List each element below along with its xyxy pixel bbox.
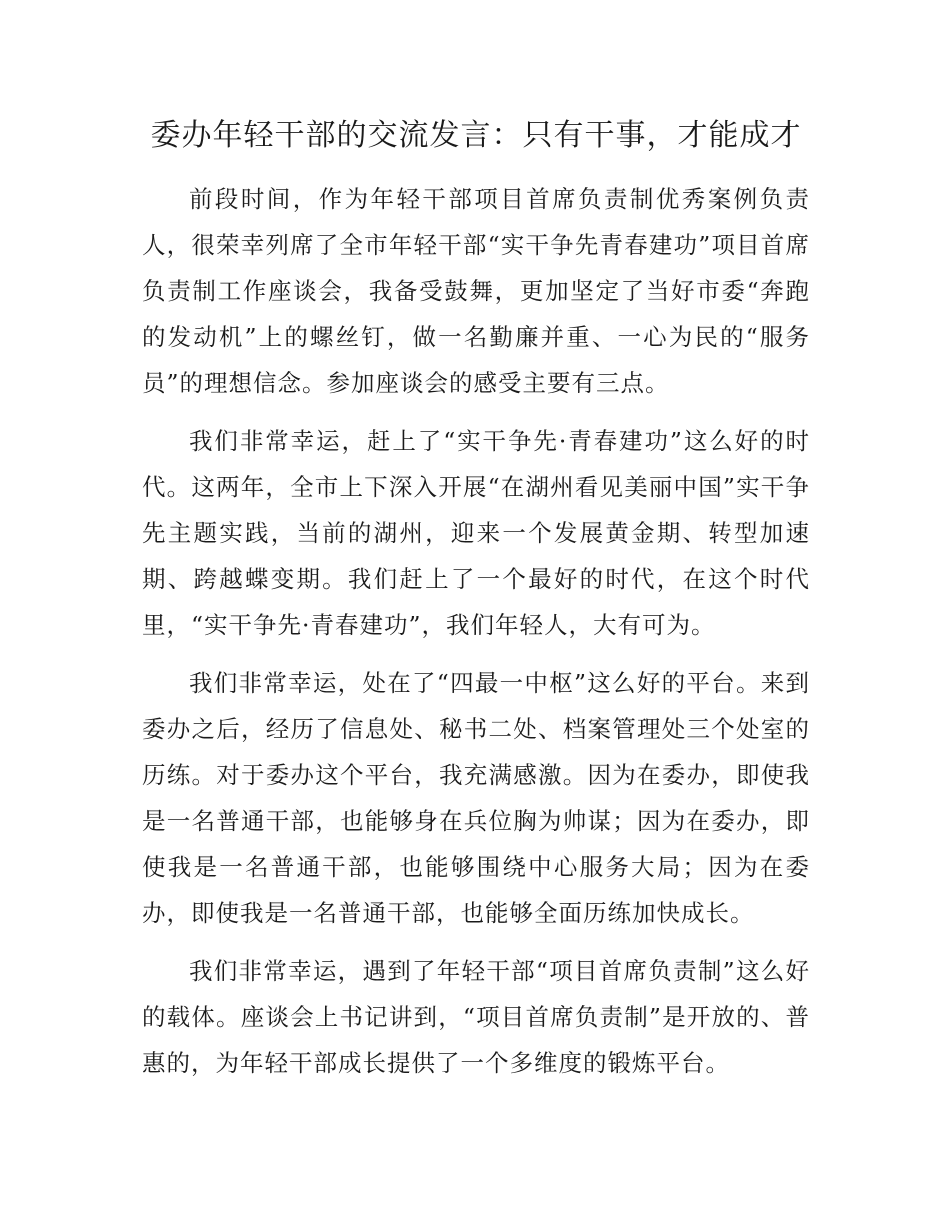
document-title: 委办年轻干部的交流发言：只有干事，才能成才 — [150, 118, 802, 153]
paragraph-4: 我们非常幸运，遇到了年轻干部“项目首席负责制”这么好的载体。座谈会上书记讲到，“项目首席负责制”是开放的、普惠的，为年轻干部成长提供了一个多维度的锻炼平台。 — [142, 957, 810, 1077]
paragraph-3: 我们非常幸运，处在了“四最一中枢”这么好的平台。来到委办之后，经历了信息处、秘书二处、档案管理处三个处室的历练。对于委办这个平台，我充满感激。因为在委办，即使我是一名普通干部，也能够身在兵位胸为帅谋；因为在委办，即使我是一名普通干部，也能够围绕中心服务大局；因为在委办，即使我是一名普通干部，也能够全面历练加快成长。 — [142, 669, 810, 927]
paragraph-2: 我们非常幸运，赶上了“实干争先·青春建功”这么好的时代。这两年，全市上下深入开展“在湖州看见美丽中国”实干争先主题实践，当前的湖州，迎来一个发展黄金期、转型加速期、跨越蝶变期。我们赶上了一个最好的时代，在这个时代里，“实干争先·青春建功”，我们年轻人，大有可为。 — [142, 427, 810, 639]
document-page — [142, 112, 810, 1098]
paragraph-1: 前段时间，作为年轻干部项目首席负责制优秀案例负责人，很荣幸列席了全市年轻干部“实干争先青春建功”项目首席负责制工作座谈会，我备受鼓舞，更加坚定了当好市委“奔跑的发动机”上的螺丝钉，做一名勤廉并重、一心为民的“服务员”的理想信念。参加座谈会的感受主要有三点。 — [142, 185, 810, 397]
